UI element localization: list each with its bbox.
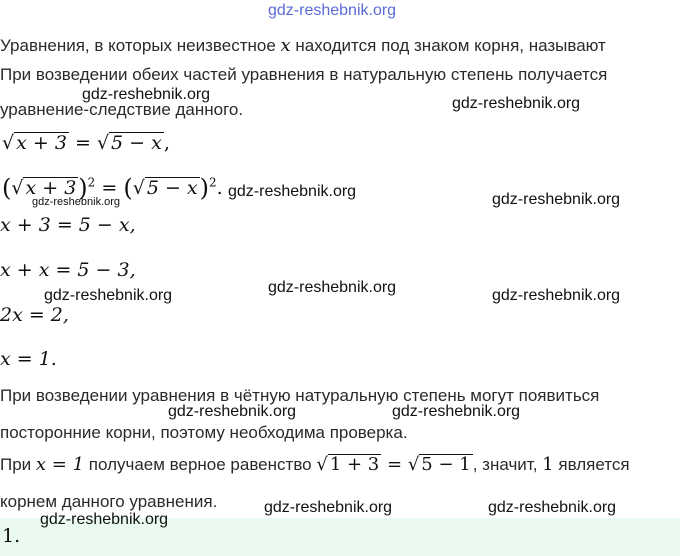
check-substitution: x = 1 [35, 454, 85, 475]
eq1-end: , [163, 132, 170, 154]
warning-line-2: посторонние корни, поэтому необходима проверка. [0, 423, 408, 442]
check-head: При [0, 455, 32, 474]
watermark: gdz-reshebnik.org [40, 511, 169, 528]
equation-2: ( √ x + 3 )$^2$ = ( √ 5 − x )$^2$. [2, 174, 223, 202]
check-line: При x = 1 получаем верное равенство √ 1 + 3 = √ 5 − 1 , значит, 1 является [0, 454, 630, 475]
conclusion-line: корнем данного уравнения. [0, 492, 218, 511]
check-tail: , значит, [472, 455, 538, 474]
rule-line-2: уравнение-следствие данного. [0, 100, 244, 119]
intro-line [0, 35, 606, 56]
check-tail-2: является [558, 455, 630, 474]
check-mid: получаем верное равенство [88, 455, 312, 474]
watermark: gdz-reshebnik.org [452, 95, 581, 112]
watermark: gdz-reshebnik.org [264, 499, 393, 516]
watermark: gdz-reshebnik.org [268, 279, 397, 296]
check-root: 1 [542, 454, 554, 475]
warning-line-1: При возведении уравнения в чётную натуральную степень могут появиться [0, 386, 600, 405]
eq2-exp-right: 2 [209, 175, 217, 190]
intro-tail: находится под знаком корня, называют [295, 36, 606, 55]
check-radicand-right: 5 − 1 [421, 454, 471, 475]
watermark: gdz-reshebnik.org [488, 499, 617, 516]
equation-4: x + x = 5 − 3, [0, 259, 136, 281]
answer-value: 1. [2, 525, 21, 547]
watermark: gdz-reshebnik.org [82, 86, 211, 103]
watermark-top: gdz-reshebnik.org [268, 2, 397, 19]
equation-6: x = 1. [0, 348, 57, 370]
watermark: gdz-reshebnik.org [392, 403, 521, 420]
watermark: gdz-reshebnik.org [44, 287, 173, 304]
check-radicand-left: 1 + 3 [329, 454, 380, 475]
watermark: gdz-reshebnik.org [228, 183, 357, 200]
eq2-end: . [216, 177, 223, 199]
intro-text: Уравнения, в которых неизвестное [0, 36, 276, 55]
eq2-exp-left: 2 [87, 175, 96, 190]
watermark: gdz-reshebnik.org [492, 287, 621, 304]
eq2-radicand-left: x + 3 [25, 177, 77, 199]
eq1-radicand-left: x + 3 [16, 132, 67, 154]
intro-variable: x [280, 35, 291, 56]
watermark: gdz-reshebnik.org [32, 196, 121, 208]
watermark: gdz-reshebnik.org [492, 191, 621, 208]
eq2-radicand-right: 5 − x [146, 177, 198, 199]
equation-1: √ x + 3 = √ 5 − x , [2, 132, 170, 154]
equation-3: x + 3 = 5 − x, [0, 214, 136, 236]
watermark: gdz-reshebnik.org [168, 403, 297, 420]
equation-5: 2x = 2, [0, 304, 69, 326]
rule-line-1: При возведении обеих частей уравнения в натуральную степень получается [0, 65, 608, 84]
eq1-radicand-right: 5 − x [111, 132, 162, 154]
